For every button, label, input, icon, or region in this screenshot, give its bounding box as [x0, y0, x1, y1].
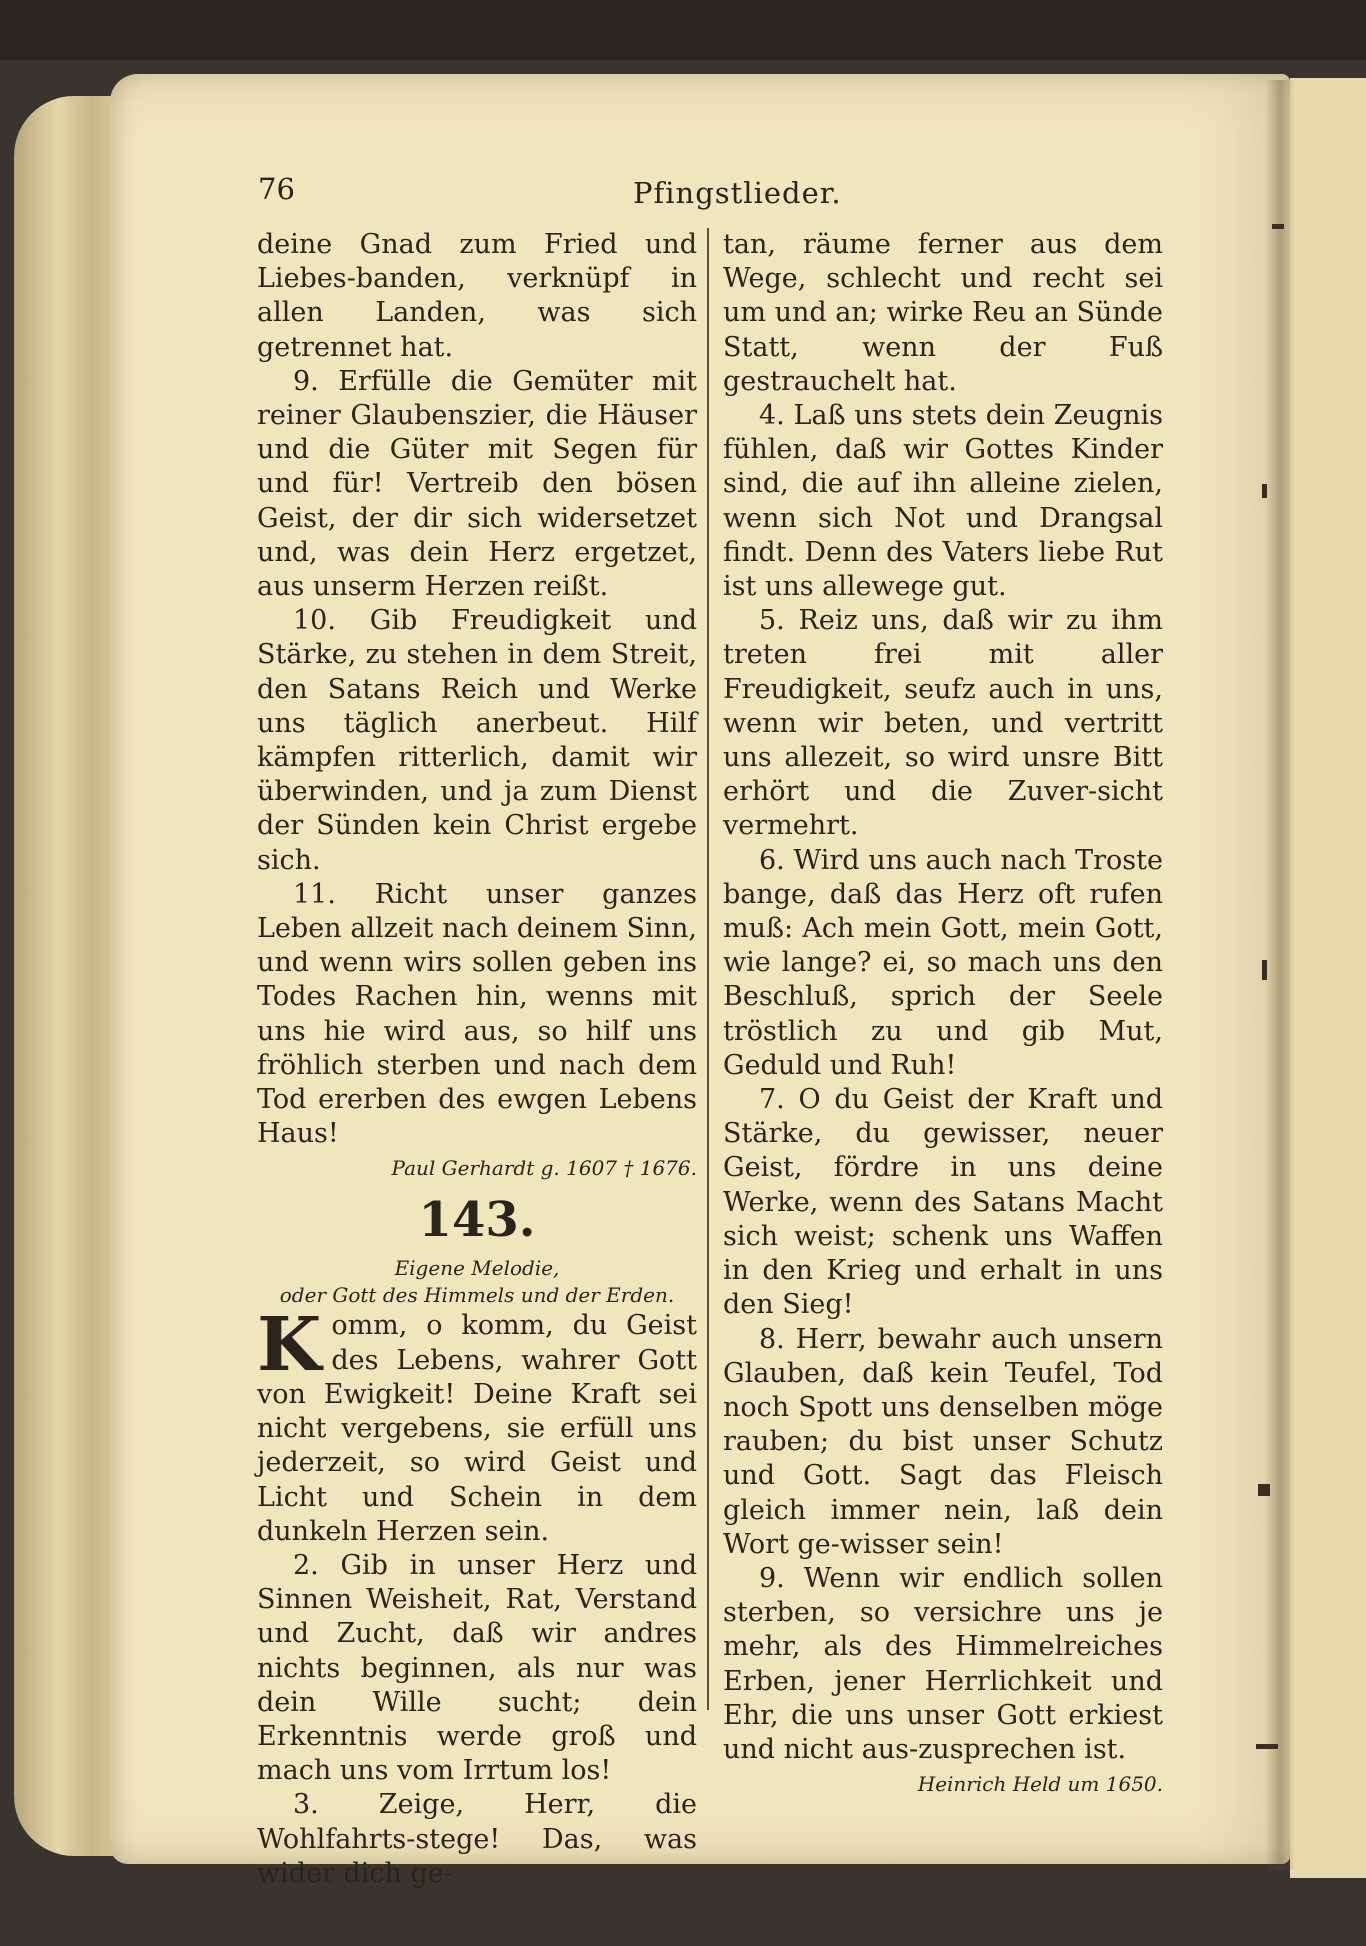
- running-title: Pfingstlieder.: [633, 176, 842, 210]
- margin-mark: [1272, 224, 1284, 229]
- author-hymn-142: Paul Gerhardt g. 1607 † 1676.: [391, 1156, 697, 1181]
- page-gutter-shadow: [1265, 80, 1295, 1870]
- verse-6-hymn-143: 6. Wird uns auch nach Troste bange, daß das Herz oft rufen muß: Ach mein Gott, mein Gott, wie lange? ei, so mach uns den Beschluß, sprich der Seele tröstlich zu und gib Mut, Geduld und Ruh!: [723, 844, 1163, 1081]
- melody-line-1: Eigene Melodie,: [394, 1256, 560, 1281]
- verse-4-hymn-143: 4. Laß uns stets dein Zeugnis fühlen, daß wir Gottes Kinder sind, die auf ihn alleine zielen, wenn sich Not und Drangsal findt. Denn des Vaters liebe Rut ist uns allewege gut.: [723, 400, 1163, 603]
- melody-line-2: oder Gott des Himmels und der Erden.: [279, 1283, 675, 1308]
- page-number: 76: [258, 172, 295, 206]
- verse-5-hymn-143: 5. Reiz uns, daß wir zu ihm treten frei mit aller Freudigkeit, seufz auch in uns, wenn wir beten, und vertritt uns allezeit, so wird unsre Bitt erhört und die Zuver-sicht vermehrt.: [723, 605, 1163, 842]
- verse-7-hymn-143: 7. O du Geist der Kraft und Stärke, du gewisser, neuer Geist, fördre in uns deine Werke, wenn des Satans Macht sich weist; schenk uns Waffen in den Krieg und erhalt in uns den Sieg!: [723, 1084, 1163, 1321]
- verse-3-start-hymn-143: 3. Zeige, Herr, die Wohlfahrts-stege! Das, was wider dich ge-: [257, 1789, 697, 1889]
- verse-9-hymn-142: 9. Erfülle die Gemüter mit reiner Glaubenszier, die Häuser und die Güter mit Segen für und für! Vertreib den bösen Geist, der dir sich widersetzet und, was dein Herz ergetzet, aus unserm Herzen reißt.: [257, 365, 697, 603]
- verse-2-hymn-143: 2. Gib in unser Herz und Sinnen Weisheit, Rat, Verstand und Zucht, daß wir andres nichts beginnen, als nur was dein Wille sucht; dein Erkenntnis werde groß und mach uns vom Irrtum los!: [257, 1549, 697, 1787]
- page-header: [258, 172, 1158, 218]
- margin-mark: [1256, 1744, 1278, 1749]
- verse-9-hymn-143: 9. Wenn wir endlich sollen sterben, so versichre uns je mehr, als des Himmelreiches Erben, jener Herrlichkeit und Ehr, die uns unser Gott erkiest und nicht aus-zusprechen ist.: [723, 1562, 1163, 1765]
- verse-continuation: deine Gnad zum Fried und Liebes-banden, verknüpf in allen Landen, was sich getrennet hat.: [257, 229, 697, 363]
- author-hymn-143: Heinrich Held um 1650.: [917, 1772, 1163, 1797]
- right-column: [723, 228, 1163, 1801]
- verse-3-end-hymn-143: tan, räume ferner aus dem Wege, schlecht und recht sei um und an; wirke Reu an Sünde Statt, wenn der Fuß gestrauchelt hat.: [723, 229, 1163, 397]
- facing-page-edge: [1290, 78, 1366, 1878]
- margin-mark: [1262, 960, 1267, 980]
- hymn-number: 143.: [418, 1192, 536, 1249]
- column-divider: [707, 228, 709, 1710]
- margin-mark: [1258, 1484, 1270, 1496]
- verse-1-text: omm, o komm, du Geist des Lebens, wahrer Gott von Ewigkeit! Deine Kraft sei nicht vergebens, sie erfüll uns jederzeit, so wird Geist und Licht und Schein in dem dunkeln Herzen sein.: [257, 1310, 697, 1547]
- page-edges: [14, 96, 124, 1856]
- verse-8-hymn-143: 8. Herr, bewahr auch unsern Glauben, daß kein Teufel, Tod noch Spott uns denselben möge rauben; du bist unser Schutz und Gott. Sagt das Fleisch gleich immer nein, laß dein Wort ge-wisser sein!: [723, 1323, 1163, 1560]
- verse-11-hymn-142: 11. Richt unser ganzes Leben allzeit nach deinem Sinn, und wenn wirs sollen geben ins Todes Rachen hin, wenns mit uns hie wird aus, so hilf uns fröhlich sterben und nach dem Tod ererben des ewgen Lebens Haus!: [257, 878, 697, 1150]
- verse-10-hymn-142: 10. Gib Freudigkeit und Stärke, zu stehen in dem Streit, den Satans Reich und Werke uns täglich anerbeut. Hilf kämpfen ritterlich, damit wir überwinden, und ja zum Dienst der Sünden kein Christ ergebe sich.: [257, 605, 697, 876]
- margin-mark: [1262, 484, 1267, 498]
- left-column: [257, 228, 697, 1891]
- verse-1-hymn-143: [257, 1302, 697, 1548]
- drop-cap: K: [257, 1302, 322, 1389]
